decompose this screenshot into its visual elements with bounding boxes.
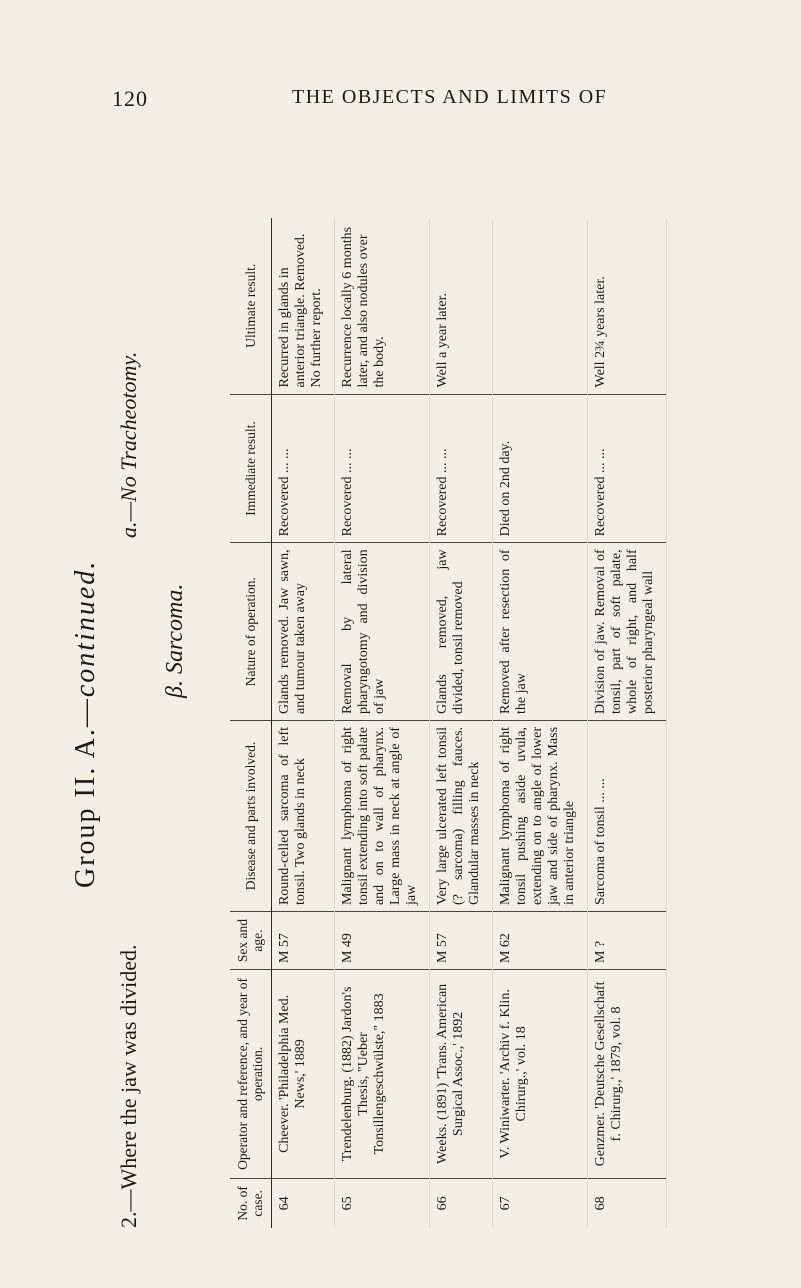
cell-disease: Sarcoma of tonsil ... ... [588,720,667,911]
cell-immediate: Died on 2nd day. [493,394,588,543]
cell-ultimate: Recurrence locally 6 months later, and also nodules over the body. [335,218,430,394]
cell-nature: Glands removed. Jaw sawn, and tumour taken away [272,543,335,721]
cell-sex-age: M ? [588,912,667,970]
cell-nature: Glands removed, jaw divided, tonsil removed [430,543,493,721]
table-row [588,218,667,1228]
cell-ultimate [493,218,588,394]
group-title [70,128,102,888]
cell-operator: Genzmer. 'Deutsche Gesellschaft f. Chirurg.,' 1879, vol. 8 [588,970,667,1179]
cell-disease: Round-celled sarcoma of left tonsil. Two glands in neck [272,720,335,911]
group-title-prefix: Group II. A.— [70,697,101,888]
cell-operator: Cheever. 'Philadelphia Med. News,' 1889 [272,970,335,1179]
cell-immediate: Recovered ... ... [335,394,430,543]
running-head: THE OBJECTS AND LIMITS OF [292,86,608,108]
header-operator: Operator and reference, and year of operation. [230,970,272,1179]
cell-nature: Removed after resection of the jaw [493,543,588,721]
cell-sex-age: M 62 [493,912,588,970]
header-disease: Disease and parts involved. [230,720,272,911]
header-ultimate: Ultimate result. [230,218,272,394]
cell-no: 66 [430,1178,493,1228]
cell-nature: Division of jaw. Removal of tonsil, part of soft palate, whole of right, and half posterior pharyngeal wall [588,543,667,721]
header-no: No. of case. [230,1178,272,1228]
page-header [0,86,801,116]
table-row [335,218,430,1228]
cell-sex-age: M 49 [335,912,430,970]
cell-no: 65 [335,1178,430,1228]
cell-no: 64 [272,1178,335,1228]
cell-no: 67 [493,1178,588,1228]
rotated-table-block [70,128,710,1228]
cell-ultimate: Recurred in glands in anterior triangle. Removed. No further report. [272,218,335,394]
cell-disease: Malignant lymphoma of right tonsil extending into soft palate and on to wall of pharynx. Large mass in neck at angle of jaw [335,720,430,911]
header-sex-age: Sex and age. [230,912,272,970]
cell-no: 68 [588,1178,667,1228]
cell-sex-age: M 57 [430,912,493,970]
header-immediate: Immediate result. [230,394,272,543]
cases-table [230,218,667,1228]
subsection-left: 2.—Where the jaw was divided. [116,944,141,1228]
cell-ultimate: Well a year later. [430,218,493,394]
subsection-line [116,228,142,1228]
subsubsection-title: β. Sarcoma. [162,583,188,698]
page-number: 120 [112,86,148,111]
table-header-row [230,218,272,1228]
cell-disease: Malignant lymphoma of right tonsil pushing aside uvula, extending on to angle of lower jaw and side of pharynx. Mass in anterior triangle [493,720,588,911]
cell-sex-age: M 57 [272,912,335,970]
cell-disease: Very large ulcerated left tonsil (? sarcoma) filling fauces. Glandular masses in neck [430,720,493,911]
cell-nature: Removal by lateral pharyngotomy and division of jaw [335,543,430,721]
table-row [272,218,335,1228]
cell-operator: V. Winiwarter. 'Archiv f. Klin. Chirurg.,' vol. 18 [493,970,588,1179]
subsection-right: a.—No Tracheotomy. [116,351,141,538]
table-row [493,218,588,1228]
cell-operator: Weeks. (1891) 'Trans. American Surgical Assoc.,' 1892 [430,970,493,1179]
header-nature: Nature of operation. [230,543,272,721]
table-row [430,218,493,1228]
group-title-continued: continued. [70,559,101,698]
cell-immediate: Recovered ... ... [430,394,493,543]
cell-immediate: Recovered ... ... [588,394,667,543]
cell-ultimate: Well 2¾ years later. [588,218,667,394]
cell-operator: Trendelenburg. (1882) Jardon's Thesis, "Ueber Tonsillengeschwülste," 1883 [335,970,430,1179]
cell-immediate: Recovered ... ... [272,394,335,543]
